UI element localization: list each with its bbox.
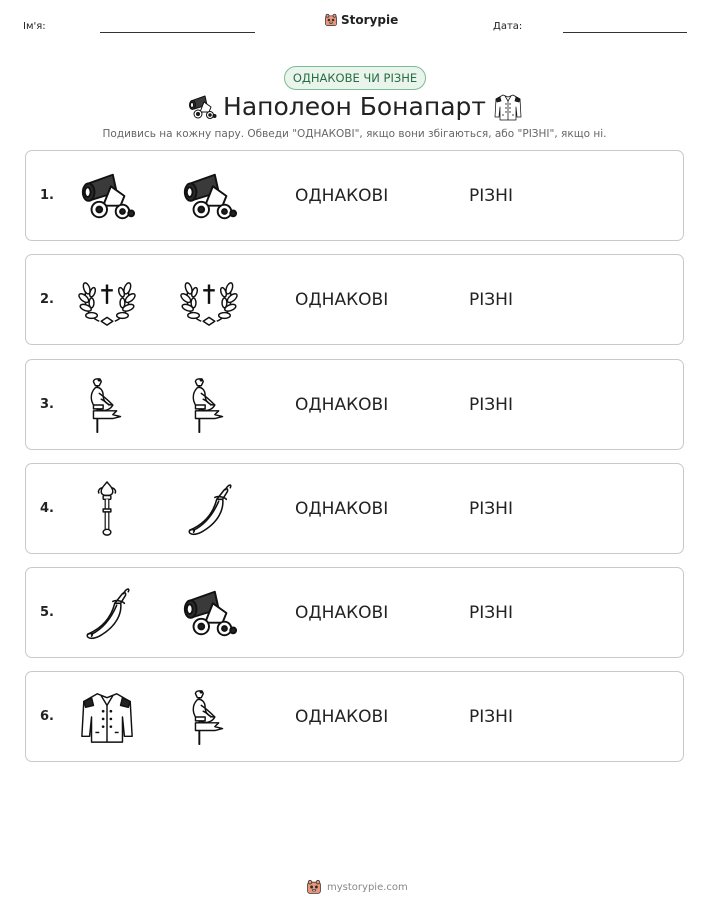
different-option[interactable]: РІЗНІ: [469, 603, 513, 623]
question-row-2: [25, 254, 684, 345]
name-field-line[interactable]: [100, 32, 255, 33]
eagle-standard-icon: [180, 688, 238, 746]
brand-name: Storypie: [341, 13, 399, 27]
same-option[interactable]: ОДНАКОВІ: [295, 395, 389, 415]
question-number: 5.: [40, 605, 54, 620]
eagle-standard-icon: [78, 376, 136, 434]
same-option[interactable]: ОДНАКОВІ: [295, 290, 389, 310]
different-option[interactable]: РІЗНІ: [469, 707, 513, 727]
page-title: Наполеон Бонапарт: [223, 92, 486, 121]
question-number: 6.: [40, 709, 54, 724]
instructions: Подивись на кожну пару. Обведи "ОДНАКОВІ", якщо вони збігаються, або "РІЗНІ", якщо ні.: [102, 128, 607, 140]
question-row-6: [25, 671, 684, 762]
cannon-icon: [180, 167, 238, 225]
question-row-4: [25, 463, 684, 554]
same-option[interactable]: ОДНАКОВІ: [295, 603, 389, 623]
different-option[interactable]: РІЗНІ: [469, 395, 513, 415]
cannon-icon: [180, 584, 238, 642]
storypie-logo-icon: [324, 13, 338, 27]
eagle-standard-icon: [180, 376, 238, 434]
laurel-wreath-icon: [78, 271, 136, 329]
question-number: 1.: [40, 188, 54, 203]
storypie-logo-icon: [306, 879, 322, 895]
question-number: 4.: [40, 501, 54, 516]
question-row-1: [25, 150, 684, 241]
question-row-5: [25, 567, 684, 658]
question-number: 3.: [40, 397, 54, 412]
military-jacket-icon: [492, 92, 524, 122]
different-option[interactable]: РІЗНІ: [469, 290, 513, 310]
military-jacket-icon: [78, 688, 136, 746]
laurel-wreath-icon: [180, 271, 238, 329]
footer-website[interactable]: mystorypie.com: [327, 881, 408, 893]
same-option[interactable]: ОДНАКОВІ: [295, 499, 389, 519]
date-label: Дата:: [493, 21, 523, 32]
saber-icon: [180, 480, 238, 538]
question-row-3: [25, 359, 684, 450]
same-option[interactable]: ОДНАКОВІ: [295, 707, 389, 727]
worksheet-type-badge: ОДНАКОВЕ ЧИ РІЗНЕ: [284, 66, 426, 90]
question-number: 2.: [40, 292, 54, 307]
footer: [306, 879, 408, 895]
saber-icon: [78, 584, 136, 642]
brand: [324, 13, 398, 27]
different-option[interactable]: РІЗНІ: [469, 186, 513, 206]
name-label: Ім'я:: [23, 21, 46, 32]
scepter-icon: [78, 480, 136, 538]
same-option[interactable]: ОДНАКОВІ: [295, 186, 389, 206]
different-option[interactable]: РІЗНІ: [469, 499, 513, 519]
cannon-icon: [78, 167, 136, 225]
date-field-line[interactable]: [563, 32, 687, 33]
